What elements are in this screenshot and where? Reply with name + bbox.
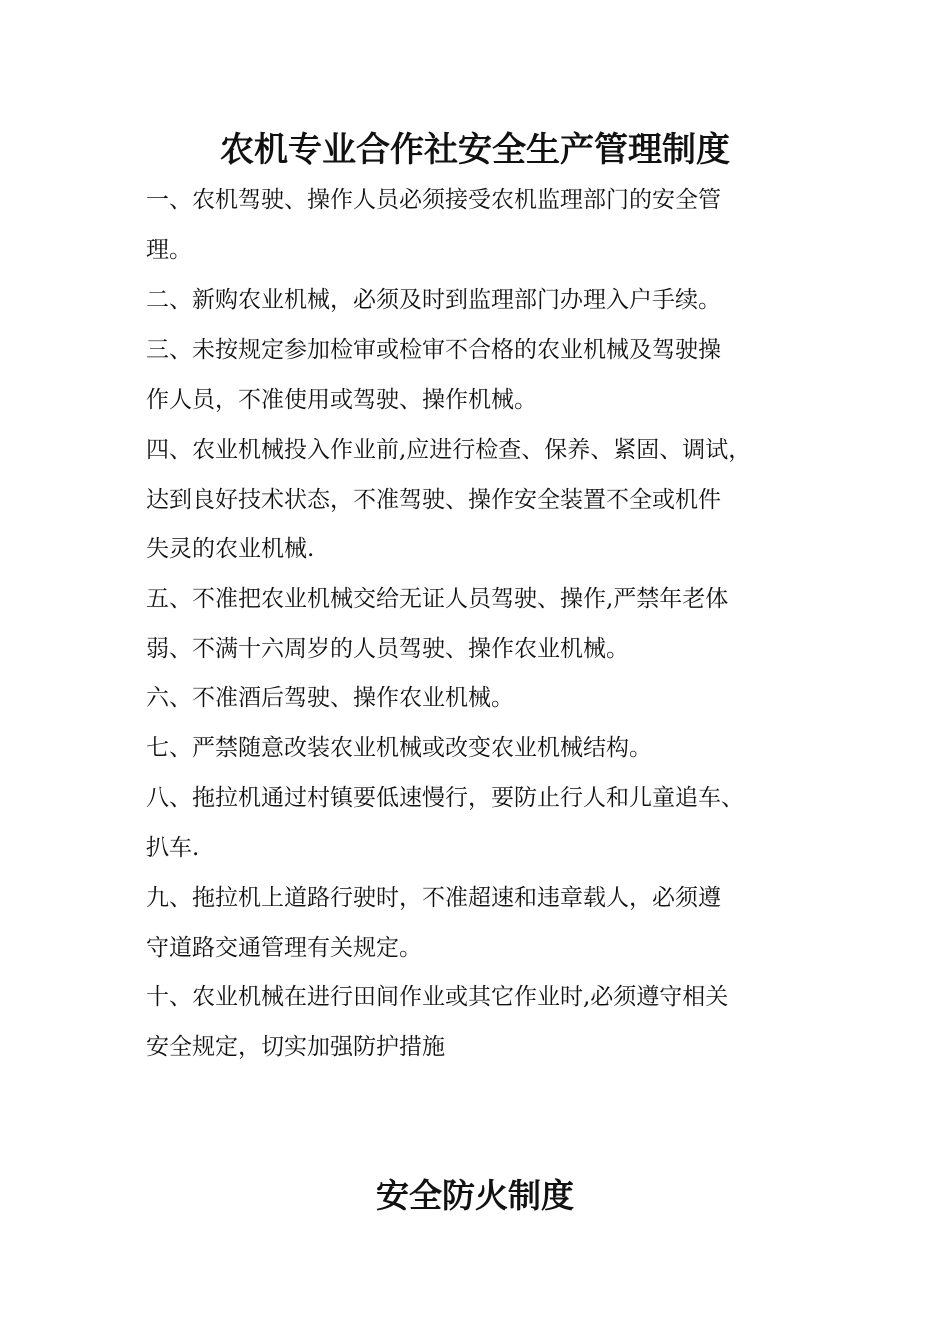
text-line: 九、拖拉机上道路行驶时，不准超速和违章载人，必须遵 bbox=[146, 885, 721, 911]
document-title: 农机专业合作社安全生产管理制度 bbox=[220, 130, 730, 170]
text-line: 五、不准把农业机械交给无证人员驾驶、操作,严禁年老体 bbox=[146, 586, 729, 612]
text-line: 六、不准酒后驾驶、操作农业机械。 bbox=[146, 685, 514, 711]
text-line: 十、农业机械在进行田间作业或其它作业时,必须遵守相关 bbox=[146, 984, 729, 1010]
text-line: 扒车. bbox=[146, 835, 200, 861]
text-line: 二、新购农业机械，必须及时到监理部门办理入户手续。 bbox=[146, 287, 721, 313]
text-line: 一、农机驾驶、操作人员必须接受农机监理部门的安全管 bbox=[146, 187, 721, 213]
text-line: 守道路交通管理有关规定。 bbox=[146, 935, 422, 961]
text-line: 达到良好技术状态，不准驾驶、操作安全装置不全或机件 bbox=[146, 487, 721, 513]
second-section-title: 安全防火制度 bbox=[376, 1176, 574, 1215]
text-line: 四、农业机械投入作业前,应进行检查、保养、紧固、调试， bbox=[146, 437, 752, 463]
text-line: 安全规定，切实加强防护措施 bbox=[146, 1034, 445, 1060]
text-line: 作人员，不准使用或驾驶、操作机械。 bbox=[146, 387, 537, 413]
text-line: 七、严禁随意改装农业机械或改变农业机械结构。 bbox=[146, 735, 652, 761]
text-line: 理。 bbox=[146, 237, 192, 263]
text-line: 失灵的农业机械. bbox=[146, 536, 315, 562]
text-line: 八、拖拉机通过村镇要低速慢行，要防止行人和儿童追车、 bbox=[146, 785, 744, 811]
text-line: 三、未按规定参加检审或检审不合格的农业机械及驾驶操 bbox=[146, 337, 721, 363]
text-line: 弱、不满十六周岁的人员驾驶、操作农业机械。 bbox=[146, 636, 629, 662]
